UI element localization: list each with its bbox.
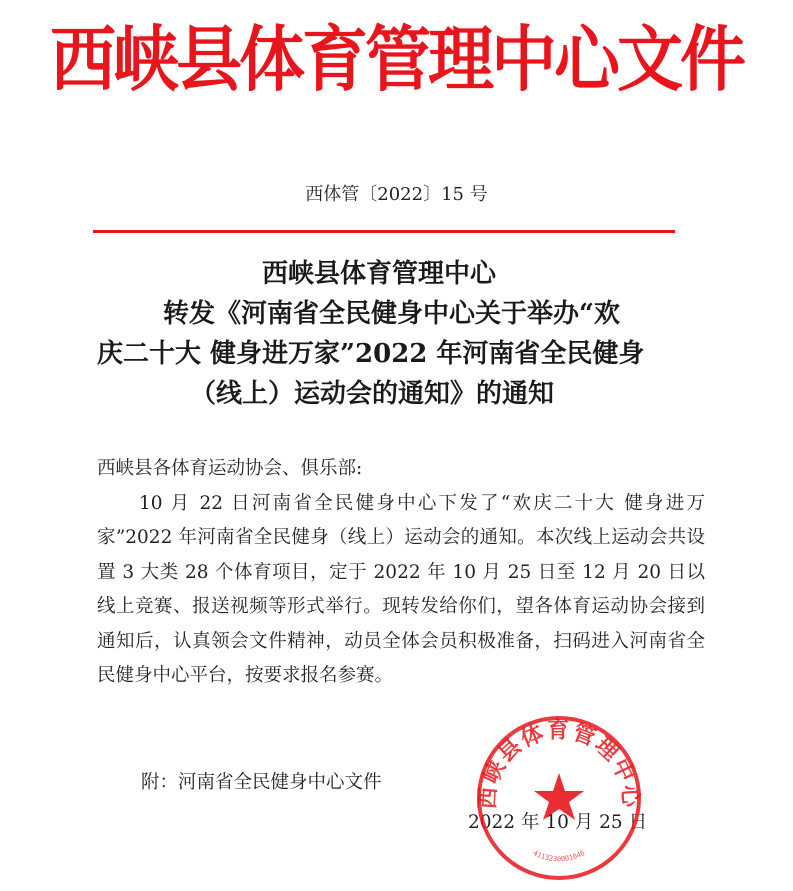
heading-line-3: 庆二十大 健身进万家”2022 年河南省全民健身 [97,339,645,369]
seal-serial-number: 4113230001046 [531,849,587,864]
document-date: 2022 年 10 月 25 日 [468,812,648,833]
document-body [97,452,705,694]
heading-line-1: 西峡县体育管理中心 [262,259,497,289]
heading-line-4: （线上）运动会的通知》的通知 [190,379,555,409]
body-paragraph: 10 月 22 日河南省全民健身中心下发了“欢庆二十大 健身进万家”2022 年河南省全民健身（线上）运动会的通知。本次线上运动会共设置 3 大类 28 个体育项目，定于 2022 年 10 月 25 日至 12 月 20 日以线上竞赛、报送视频等形式举行。现转发给你们，望各体育运动协会接到通知后，认真领会文件精神，动员全体会员积极准备，扫码进入河南省全民健身中心平台，按要求报名参赛。 [97,492,705,686]
document-header-title: 西峡县体育管理中心文件 [50,16,743,102]
attachment-note: 附：河南省全民健身中心文件 [141,772,382,793]
heading-line-2: 转发《河南省全民健身中心关于举办“欢 [163,299,620,329]
official-seal-stamp [474,713,644,883]
document-number: 西体管〔2022〕15 号 [305,184,488,205]
seal-text: 西峡县体育管理中心 [474,717,644,810]
salutation: 西峡县各体育运动协会、俱乐部: [97,458,363,479]
header-divider-line [93,230,675,233]
seal-star-icon [534,773,584,820]
